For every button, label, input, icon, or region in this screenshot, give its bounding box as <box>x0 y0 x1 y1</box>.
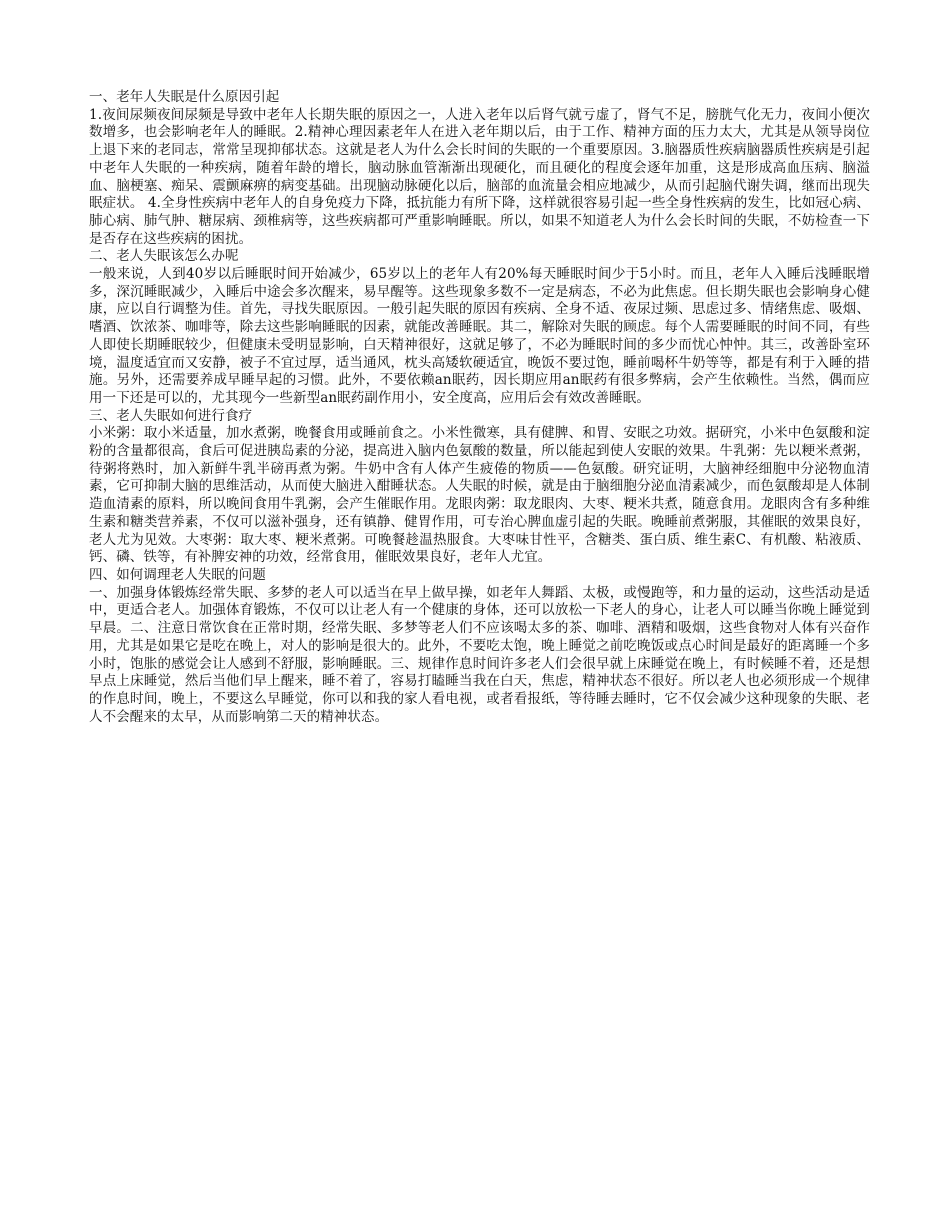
section-diet-therapy <box>89 408 870 567</box>
section-body: 一、加强身体锻炼经常失眠、多梦的老人可以适当在早上做早操，如老年人舞蹈、太极，或慢跑等，和力量的运动，这些活动是适中，更适合老人。加强体育锻炼，不仅可以让老人有一个健康的身体，还可以放松一下老人的身心，让老人可以睡当你晚上睡觉到早晨。二、注意日常饮食在正常时期，经常失眠、多梦等老人们不应该喝太多的茶、咖啡、酒精和吸烟，这些食物对人体有兴奋作用，尤其是如果它是吃在晚上，对人的影响是很大的。此外，不要吃太饱，晚上睡觉之前吃晚饭或点心时间是最好的距离睡一个多小时，饱胀的感觉会让人感到不舒服，影响睡眠。三、规律作息时间许多老人们会很早就上床睡觉在晚上，有时候睡不着，还是想早点上床睡觉，然后当他们早上醒来，睡不着了，容易打瞌睡当我在白天，焦虑，精神状态不很好。所以老人也必须形成一个规律的作息时间，晚上，不要这么早睡觉，你可以和我的家人看电视，或者看报纸，等待睡去睡时，它不仅会减少这种现象的失眠、老人不会醒来的太早，从而影响第二天的精神状态。 <box>89 584 870 725</box>
section-what-to-do <box>89 248 870 407</box>
section-heading: 二、老人失眠该怎么办呢 <box>89 248 239 265</box>
section-causes <box>89 89 870 248</box>
section-body: 1.夜间尿频夜间尿频是导致中老年人长期失眠的原因之一，人进入老年以后肾气就亏虚了，肾气不足，膀胱气化无力，夜间小便次数增多，也会影响老年人的睡眠。2.精神心理因素老年人在进入老年期以后，由于工作、精神方面的压力太大，尤其是从领导岗位上退下来的老同志，常常呈现抑郁状态。这就是老人为什么会长时间的失眠的一个重要原因。3.脑器质性疾病脑器质性疾病是引起中老年人失眠的一种疾病，随着年龄的增长，脑动脉血管渐渐出现硬化，而且硬化的程度会逐年加重，这是形成高血压病、脑溢血、脑梗塞、痴呆、震颤麻痹的病变基础。出现脑动脉硬化以后，脑部的血流量会相应地减少，从而引起脑代谢失调，继而出现失眠症状。 4.全身性疾病中老年人的自身免疫力下降，抵抗能力有所下降，这样就很容易引起一些全身性疾病的发生，比如冠心病、肺心病、肺气肿、糖尿病、颈椎病等，这些疾病都可严重影响睡眠。所以，如果不知道老人为什么会长时间的失眠，不妨检查一下是否存在这些疾病的困扰。 <box>89 106 870 247</box>
section-conditioning <box>89 567 870 726</box>
section-body: 小米粥：取小米适量，加水煮粥，晚餐食用或睡前食之。小米性微寒，具有健脾、和胃、安眠之功效。据研究，小米中色氨酸和淀粉的含量都很高，食后可促进胰岛素的分泌，提高进入脑内色氨酸的数量，所以能起到使人安眠的效果。牛乳粥：先以粳米煮粥，待粥将熟时，加入新鲜牛乳半磅再煮为粥。牛奶中含有人体产生疲倦的物质——色氨酸。研究证明，大脑神经细胞中分泌物血清素，它可抑制大脑的思维活动，从而使大脑进入酣睡状态。人失眠的时候，就是由于脑细胞分泌血清素减少，而色氨酸却是人体制造血清素的原料，所以晚间食用牛乳粥，会产生催眠作用。龙眼肉粥：取龙眼肉、大枣、粳米共煮，随意食用。龙眼肉含有多种维生素和糖类营养素，不仅可以滋补强身，还有镇静、健胃作用，可专治心脾血虚引起的失眠。晚睡前煮粥服，其催眠的效果良好，老人尤为见效。大枣粥：取大枣、粳米煮粥。可晚餐趁温热服食。大枣味甘性平，含糖类、蛋白质、维生素C、有机酸、粘液质、钙、磷、铁等，有补脾安神的功效，经常食用，催眠效果良好，老年人尤宜。 <box>89 425 870 566</box>
section-heading: 三、老人失眠如何进行食疗 <box>89 407 253 424</box>
section-heading: 一、老年人失眠是什么原因引起 <box>89 89 280 105</box>
section-heading: 四、如何调理老人失眠的问题 <box>89 566 266 583</box>
section-body: 一般来说，人到40岁以后睡眠时间开始减少，65岁以上的老年人有20%每天睡眠时间少于5小时。而且，老年人入睡后浅睡眠增多，深沉睡眠减少，入睡后中途会多次醒来，易早醒等。这些现象多数不一定是病态，不必为此焦虑。但长期失眠也会影响身心健康，应以自行调整为佳。首先，寻找失眠原因。一般引起失眠的原因有疾病、全身不适、夜尿过频、思虑过多、情绪焦虑、吸烟、嗜酒、饮浓茶、咖啡等，除去这些影响睡眠的因素，就能改善睡眠。其二，解除对失眠的顾虑。每个人需要睡眠的时间不同，有些人即使长期睡眠较少，但健康未受明显影响，白天精神很好，这就足够了，不必为睡眠时间的多少而忧心忡忡。其三，改善卧室环境，温度适宜而又安静，被子不宜过厚，适当通风，枕头高矮软硬适宜，晚饭不要过饱，睡前喝杯牛奶等等，都是有利于入睡的措施。另外，还需要养成早睡早起的习惯。此外，不要依赖an眠药，因长期应用an眠药有很多弊病，会产生依赖性。当然，偶而应用一下还是可以的，尤其现今一些新型an眠药副作用小，安全度高，应用后会有效改善睡眠。 <box>89 266 870 406</box>
